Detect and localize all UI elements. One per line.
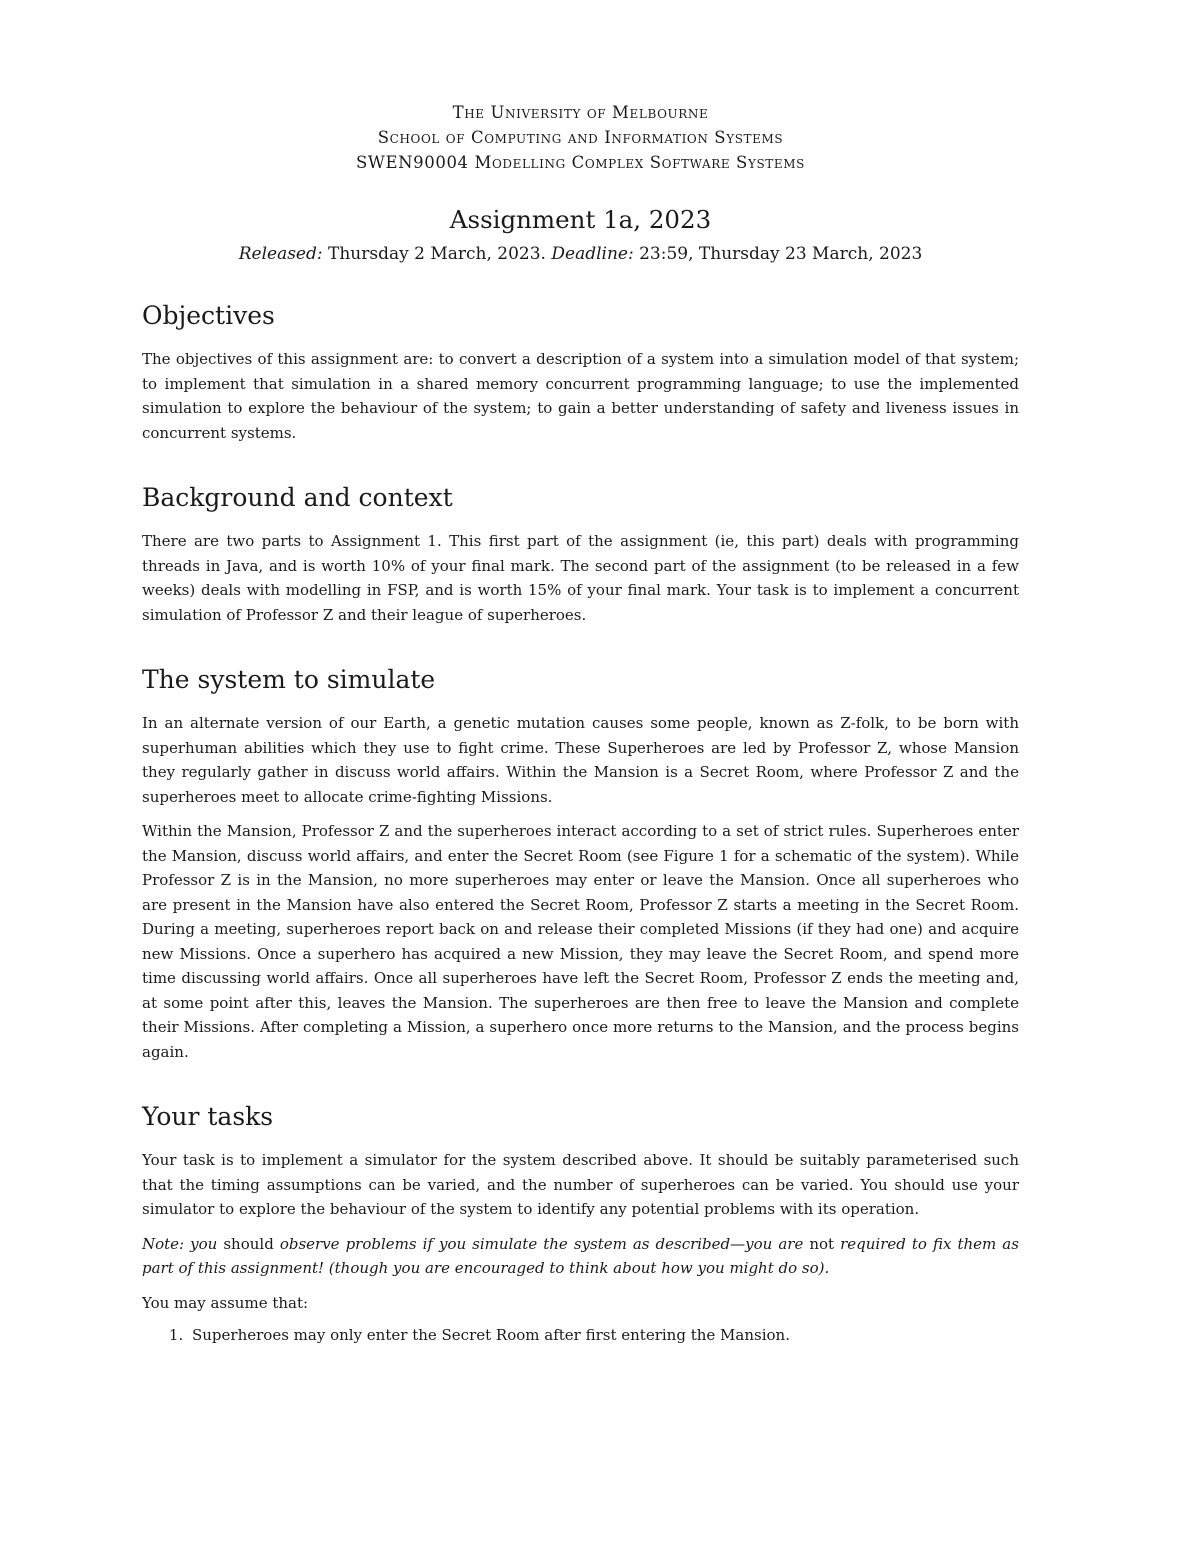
deadline-label: Deadline: — [551, 244, 634, 264]
note-part-1: Note: you — [142, 1234, 218, 1253]
document-header — [142, 100, 1019, 175]
background-section — [142, 481, 1019, 627]
objectives-text: The objectives of this assignment are: to convert a description of a system into a simulation model of that system; to implement that simulation in a shared memory concurrent programming language; to use the implemented simulation to explore the behaviour of the system; to gain a better understanding of safety and liveness issues in concurrent systems. — [142, 350, 1019, 442]
background-text: There are two parts to Assignment 1. This first part of the assignment (ie, this part) deals with programming threads in Java, and is worth 10% of your final mark. The second part of the assignment (to be released in a few weeks) deals with modelling in FSP, and is worth 15% of your final mark. Your task is to implement a concurrent simulation of Professor Z and their league of superheroes. — [142, 532, 1019, 624]
document-title: Assignment 1a, 2023 — [449, 205, 712, 234]
system-section — [142, 663, 1019, 1064]
subject-name: SWEN90004 Modelling Complex Software Systems — [356, 153, 805, 172]
release-dates — [142, 241, 1019, 267]
university-name: The University of Melbourne — [452, 103, 709, 122]
assumptions-list — [142, 1323, 1019, 1348]
note-part-2: observe problems if you simulate the system as described—you are — [279, 1234, 804, 1253]
objectives-section — [142, 299, 1019, 445]
note-should: should — [223, 1234, 274, 1253]
assume-intro: You may assume that: — [142, 1293, 309, 1312]
system-heading: The system to simulate — [142, 665, 436, 694]
note-part-3: required to fix them as part of this assignment! (though you are encouraged to think about how you might do so). — [142, 1234, 1019, 1277]
system-paragraph-1: In an alternate version of our Earth, a genetic mutation causes some people, known as Z-folk, to be born with superhuman abilities which they use to fight crime. These Superheroes are led by Professor Z, whose Mansion they regularly gather in discuss world affairs. Within the Mansion is a Secret Room, where Professor Z and the superheroes meet to allocate crime-fighting Missions. — [142, 714, 1019, 806]
tasks-section — [142, 1100, 1019, 1348]
school-name: School of Computing and Information Systems — [377, 128, 784, 147]
tasks-paragraph-1: Your task is to implement a simulator for the system described above. It should be suitably parameterised such that the timing assumptions can be varied, and the number of superheroes can be varied. You should use your simulator to explore the behaviour of the system to identify any potential problems with its operation. — [142, 1151, 1019, 1218]
released-label: Released: — [238, 244, 323, 264]
objectives-heading: Objectives — [142, 301, 275, 330]
tasks-note — [142, 1232, 1019, 1281]
deadline-value: 23:59, Thursday 23 March, 2023 — [639, 244, 923, 264]
background-heading: Background and context — [142, 483, 453, 512]
tasks-heading: Your tasks — [142, 1102, 274, 1131]
assumption-item: 1. Superheroes may only enter the Secret Room after first entering the Mansion. — [188, 1323, 1019, 1348]
note-not: not — [809, 1234, 835, 1253]
system-paragraph-2: Within the Mansion, Professor Z and the superheroes interact according to a set of strict rules. Superheroes enter the Mansion, discuss world affairs, and enter the Secret Room (see Figure 1 for a schematic of the system). While Professor Z is in the Mansion, no more superheroes may enter or leave the Mansion. Once all superheroes who are present in the Mansion have also entered the Secret Room, Professor Z starts a meeting in the Secret Room. During a meeting, superheroes report back on and release their completed Missions (if they had one) and acquire new Missions. Once a superhero has acquired a new Mission, they may leave the Secret Room, and spend more time discussing world affairs. Once all superheroes have left the Secret Room, Professor Z ends the meeting and, at some point after this, leaves the Mansion. The superheroes are then free to leave the Mansion and complete their Missions. After completing a Mission, a superhero once more returns to the Mansion, and the process begins again. — [142, 822, 1019, 1061]
released-value: Thursday 2 March, 2023. — [328, 244, 546, 264]
